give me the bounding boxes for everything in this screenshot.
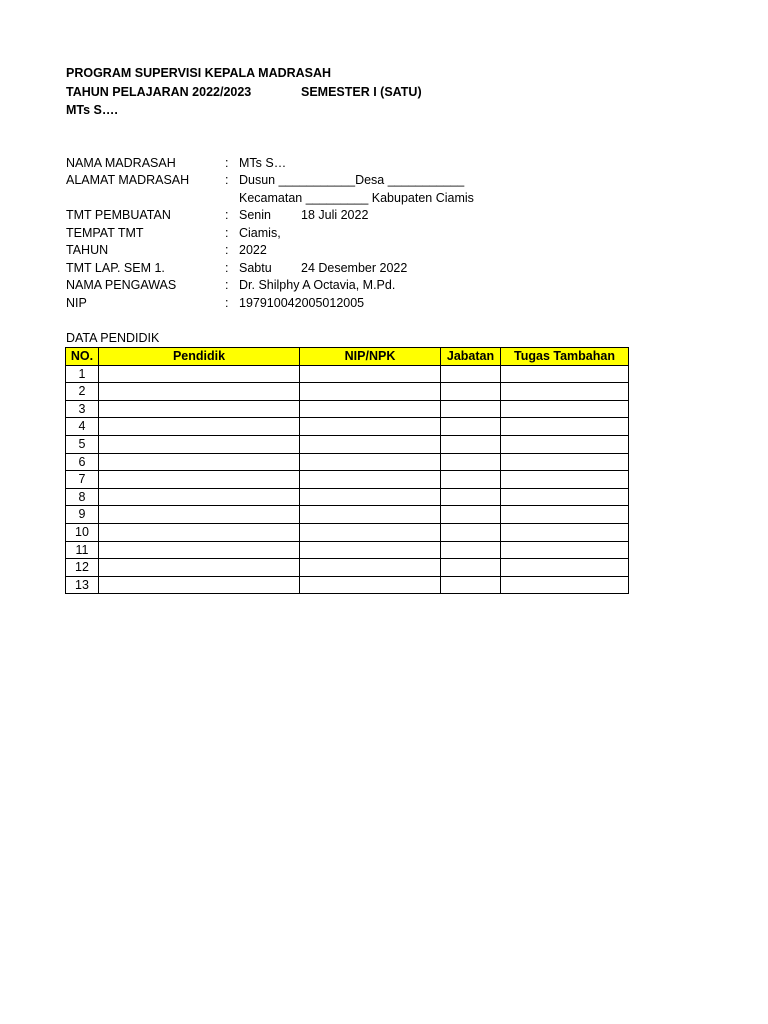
table-cell bbox=[300, 471, 441, 489]
table-cell bbox=[441, 541, 501, 559]
row-number: 7 bbox=[66, 471, 99, 489]
info-value-date: 24 Desember 2022 bbox=[301, 261, 408, 275]
table-row bbox=[66, 523, 629, 541]
info-row-tmt-pembuatan bbox=[0, 209, 768, 227]
table-cell bbox=[501, 365, 629, 383]
table-title: DATA PENDIDIK bbox=[66, 331, 160, 345]
info-value: Kecamatan _________ Kabupaten Ciamis bbox=[239, 191, 474, 205]
table-cell bbox=[441, 488, 501, 506]
info-colon: : bbox=[225, 226, 229, 240]
info-colon: : bbox=[225, 296, 229, 310]
info-row-tahun bbox=[0, 244, 768, 262]
data-pendidik-table bbox=[65, 347, 629, 594]
table-cell bbox=[300, 576, 441, 594]
table-cell bbox=[99, 435, 300, 453]
info-value: Ciamis, bbox=[239, 226, 281, 240]
info-label: NAMA PENGAWAS bbox=[66, 278, 177, 292]
info-value: MTs S… bbox=[239, 156, 287, 170]
row-number: 1 bbox=[66, 365, 99, 383]
table-row bbox=[66, 506, 629, 524]
header-no: NO. bbox=[66, 348, 99, 366]
table-row bbox=[66, 488, 629, 506]
table-row bbox=[66, 418, 629, 436]
info-row-nip bbox=[0, 297, 768, 315]
table-cell bbox=[300, 383, 441, 401]
table-cell bbox=[441, 435, 501, 453]
info-label: TMT LAP. SEM 1. bbox=[66, 261, 165, 275]
info-colon: : bbox=[225, 173, 229, 187]
row-number: 4 bbox=[66, 418, 99, 436]
table-cell bbox=[99, 506, 300, 524]
table-cell bbox=[441, 400, 501, 418]
info-label: TAHUN bbox=[66, 243, 109, 257]
row-number: 8 bbox=[66, 488, 99, 506]
table-body bbox=[66, 365, 629, 594]
table-cell bbox=[99, 488, 300, 506]
table-cell bbox=[501, 576, 629, 594]
row-number: 9 bbox=[66, 506, 99, 524]
table-cell bbox=[501, 383, 629, 401]
table-cell bbox=[441, 471, 501, 489]
table-cell bbox=[99, 400, 300, 418]
header-tugas-tambahan: Tugas Tambahan bbox=[501, 348, 629, 366]
info-label: NIP bbox=[66, 296, 87, 310]
table-cell bbox=[300, 506, 441, 524]
info-row-pengawas bbox=[0, 279, 768, 297]
row-number: 12 bbox=[66, 559, 99, 577]
table-cell bbox=[99, 559, 300, 577]
table-cell bbox=[300, 541, 441, 559]
table-cell bbox=[441, 383, 501, 401]
table-cell bbox=[501, 435, 629, 453]
table-cell bbox=[441, 576, 501, 594]
table-row bbox=[66, 400, 629, 418]
info-colon: : bbox=[225, 208, 229, 222]
info-row-tempat bbox=[0, 227, 768, 245]
academic-year: TAHUN PELAJARAN 2022/2023 bbox=[66, 85, 252, 99]
table-cell bbox=[99, 453, 300, 471]
table-cell bbox=[99, 471, 300, 489]
info-value: Senin bbox=[239, 208, 271, 222]
table-cell bbox=[99, 541, 300, 559]
semester: SEMESTER I (SATU) bbox=[301, 85, 422, 99]
table-cell bbox=[441, 559, 501, 577]
row-number: 13 bbox=[66, 576, 99, 594]
info-label: NAMA MADRASAH bbox=[66, 156, 176, 170]
table-cell bbox=[99, 365, 300, 383]
row-number: 3 bbox=[66, 400, 99, 418]
table-row bbox=[66, 383, 629, 401]
table-cell bbox=[300, 523, 441, 541]
table-cell bbox=[441, 453, 501, 471]
table-row bbox=[66, 453, 629, 471]
school-name-header: MTs S…. bbox=[66, 103, 118, 117]
info-label: TMT PEMBUATAN bbox=[66, 208, 171, 222]
table-cell bbox=[300, 559, 441, 577]
table-row bbox=[66, 541, 629, 559]
info-colon: : bbox=[225, 243, 229, 257]
info-value: Dr. Shilphy A Octavia, M.Pd. bbox=[239, 278, 396, 292]
table-row bbox=[66, 471, 629, 489]
table-cell bbox=[501, 488, 629, 506]
info-label: TEMPAT TMT bbox=[66, 226, 144, 240]
table-cell bbox=[300, 365, 441, 383]
table-row bbox=[66, 365, 629, 383]
table-cell bbox=[501, 418, 629, 436]
row-number: 6 bbox=[66, 453, 99, 471]
header-nip-npk: NIP/NPK bbox=[300, 348, 441, 366]
table-header-row bbox=[66, 348, 629, 366]
row-number: 10 bbox=[66, 523, 99, 541]
info-colon: : bbox=[225, 278, 229, 292]
info-row-alamat bbox=[0, 174, 768, 192]
row-number: 11 bbox=[66, 541, 99, 559]
table-cell bbox=[99, 418, 300, 436]
table-cell bbox=[99, 383, 300, 401]
info-colon: : bbox=[225, 156, 229, 170]
header-jabatan: Jabatan bbox=[441, 348, 501, 366]
table-row bbox=[66, 559, 629, 577]
table-cell bbox=[501, 506, 629, 524]
info-value: Sabtu bbox=[239, 261, 272, 275]
table-cell bbox=[300, 488, 441, 506]
row-number: 2 bbox=[66, 383, 99, 401]
table-cell bbox=[99, 576, 300, 594]
info-value: 197910042005012005 bbox=[239, 296, 365, 310]
info-value: Dusun ___________Desa ___________ bbox=[239, 173, 465, 187]
info-value-date: 18 Juli 2022 bbox=[301, 208, 369, 222]
info-colon: : bbox=[225, 261, 229, 275]
table-cell bbox=[501, 523, 629, 541]
table-cell bbox=[300, 453, 441, 471]
table-cell bbox=[300, 418, 441, 436]
table-cell bbox=[441, 418, 501, 436]
table-cell bbox=[441, 506, 501, 524]
table-cell bbox=[441, 365, 501, 383]
table-cell bbox=[501, 559, 629, 577]
info-label: ALAMAT MADRASAH bbox=[66, 173, 190, 187]
table-cell bbox=[501, 400, 629, 418]
table-cell bbox=[501, 471, 629, 489]
table-row bbox=[66, 435, 629, 453]
table-cell bbox=[99, 523, 300, 541]
table-cell bbox=[501, 541, 629, 559]
table-row bbox=[66, 576, 629, 594]
row-number: 5 bbox=[66, 435, 99, 453]
header-pendidik: Pendidik bbox=[99, 348, 300, 366]
doc-title: PROGRAM SUPERVISI KEPALA MADRASAH bbox=[66, 66, 332, 80]
table-cell bbox=[300, 435, 441, 453]
table-cell bbox=[300, 400, 441, 418]
info-value: 2022 bbox=[239, 243, 267, 257]
table-cell bbox=[441, 523, 501, 541]
table-cell bbox=[501, 453, 629, 471]
